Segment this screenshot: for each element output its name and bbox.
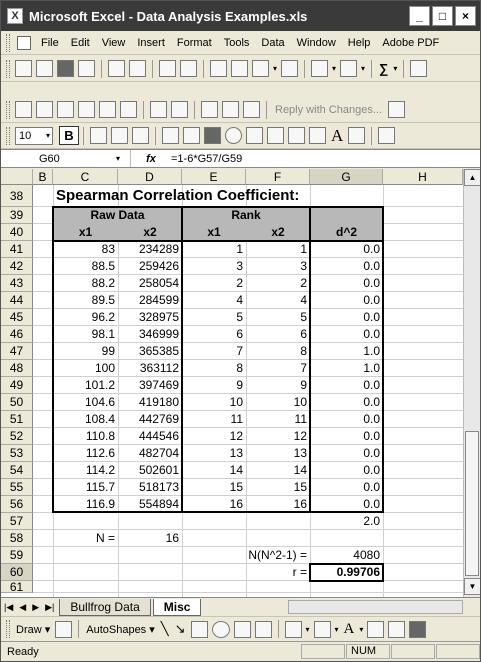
sum-d2-cell[interactable]: 2.0 — [363, 514, 380, 528]
vertical-scrollbar[interactable] — [463, 169, 480, 597]
x2-header[interactable]: x2 — [143, 225, 157, 239]
font-color-icon[interactable]: A — [343, 620, 355, 637]
table-divider — [309, 206, 311, 513]
chevron-down-icon[interactable]: ▾ — [361, 64, 366, 73]
cell-d-squared[interactable]: 0.0 — [363, 327, 380, 341]
cell-x1[interactable]: 110.8 — [85, 429, 115, 443]
cell-x1[interactable]: 104.6 — [84, 395, 115, 409]
row-header[interactable]: 58 — [1, 530, 33, 547]
toolbar-grip[interactable] — [6, 620, 10, 638]
line-style-icon[interactable] — [367, 621, 384, 638]
table-divider — [181, 206, 183, 513]
separator — [152, 60, 153, 78]
fill-color-icon[interactable] — [285, 621, 302, 638]
cell-x1[interactable]: 98.1 — [91, 327, 115, 341]
rank-x1-header[interactable]: x1 — [207, 225, 221, 239]
cell-d-squared[interactable]: 1.0 — [363, 361, 380, 375]
cell-x2[interactable]: 442769 — [138, 412, 179, 426]
cell-rank-x2[interactable]: 12 — [293, 429, 307, 443]
cell-x1[interactable]: 108.4 — [84, 412, 115, 426]
n-value-cell[interactable]: 16 — [165, 531, 179, 545]
row-header[interactable]: 43 — [1, 275, 33, 292]
delete-comment-icon[interactable] — [120, 101, 137, 118]
menu-help[interactable]: Help — [347, 36, 371, 49]
cell-d-squared[interactable]: 0.0 — [363, 293, 380, 307]
show-comment-icon[interactable] — [78, 101, 95, 118]
row-header[interactable]: 50 — [1, 394, 33, 411]
r-label[interactable]: r = — [292, 565, 307, 579]
cell-rank-x2[interactable]: 2 — [300, 276, 307, 290]
separator — [371, 60, 372, 78]
paste-icon[interactable] — [252, 60, 269, 77]
autoshapes-menu-button[interactable]: AutoShapes ▾ — [86, 623, 155, 636]
track-changes-icon[interactable] — [150, 101, 167, 118]
cell-x1[interactable]: 88.2 — [91, 276, 115, 290]
cell-x2[interactable]: 444546 — [138, 429, 179, 443]
gridline — [383, 185, 384, 597]
cell-rank-x2[interactable]: 4 — [300, 293, 307, 307]
chevron-down-icon[interactable]: ▾ — [332, 64, 337, 73]
font-size-value: 10 — [19, 129, 32, 142]
ink-icon[interactable] — [201, 101, 218, 118]
cell-x1[interactable]: 100 — [94, 361, 115, 375]
cell-x1[interactable]: 101.2 — [84, 378, 115, 392]
cell-rank-x2[interactable]: 10 — [293, 395, 307, 409]
drawing-toolbar — [1, 616, 480, 641]
cell-rank-x1[interactable]: 4 — [236, 293, 243, 307]
cell-rank-x1[interactable]: 1 — [236, 242, 243, 256]
row-header[interactable]: 55 — [1, 479, 33, 496]
sheet-tabs-bar — [1, 597, 480, 616]
chart-wizard-icon[interactable] — [410, 60, 427, 77]
chevron-down-icon[interactable]: ▾ — [393, 64, 398, 73]
status-panel — [436, 644, 480, 659]
separator — [278, 620, 279, 638]
save-icon[interactable] — [57, 60, 74, 77]
row-header[interactable]: 42 — [1, 258, 33, 275]
cell-d-squared[interactable]: 0.0 — [363, 310, 380, 324]
cell-rank-x2[interactable]: 5 — [300, 310, 307, 324]
toolbar-grip[interactable] — [6, 127, 10, 145]
separator — [143, 101, 144, 119]
wordart-icon[interactable] — [255, 621, 272, 638]
previous-comment-icon[interactable] — [36, 101, 53, 118]
excel-app-icon[interactable]: X — [7, 8, 23, 24]
next-comment-icon[interactable] — [57, 101, 74, 118]
rank-x2-header[interactable]: x2 — [271, 225, 285, 239]
formatting-toolbar — [1, 123, 480, 149]
column-header-c[interactable]: C — [53, 169, 118, 185]
autosum-icon[interactable]: ∑ — [379, 61, 389, 76]
edit-box-icon[interactable] — [183, 127, 200, 144]
sheet-row — [33, 581, 463, 593]
draw-border-icon[interactable] — [90, 127, 107, 144]
name-box[interactable] — [1, 150, 131, 167]
row-header[interactable]: 39 — [1, 207, 33, 224]
scroll-thumb[interactable] — [465, 431, 479, 576]
toolbar-grip[interactable] — [6, 34, 10, 52]
cell-d-squared[interactable]: 1.0 — [363, 344, 380, 358]
status-text: Ready — [7, 645, 39, 658]
cell-x1[interactable]: 99 — [101, 344, 115, 358]
separator — [304, 60, 305, 78]
row-header[interactable]: 46 — [1, 326, 33, 343]
bold-button[interactable]: B — [59, 126, 79, 145]
form-control-icon[interactable] — [111, 127, 128, 144]
chevron-down-icon[interactable]: ▾ — [115, 154, 120, 163]
cell-rank-x1[interactable]: 12 — [229, 429, 243, 443]
close-button[interactable]: × — [455, 6, 476, 26]
cell-rank-x1[interactable]: 15 — [229, 480, 243, 494]
separator — [266, 101, 267, 119]
cell-x1[interactable]: 115.7 — [85, 480, 115, 494]
button-icon[interactable] — [204, 127, 221, 144]
sheet-title[interactable]: Spearman Correlation Coefficient: — [56, 187, 300, 204]
cell-rank-x1[interactable]: 6 — [236, 327, 243, 341]
document-icon[interactable] — [17, 36, 31, 50]
menu-bar — [1, 31, 480, 55]
num-lock-indicator: NUM — [346, 644, 390, 659]
d-squared-header[interactable]: d^2 — [335, 225, 357, 239]
cell-rank-x1[interactable]: 14 — [229, 463, 243, 477]
cell-rank-x2[interactable]: 7 — [300, 361, 307, 375]
next-sheet-icon[interactable]: ▶ — [32, 601, 40, 612]
row-header[interactable]: 38 — [1, 185, 33, 207]
scroll-down-icon[interactable]: ▼ — [464, 578, 481, 595]
cell-x1[interactable]: 114.2 — [85, 463, 115, 477]
undo-icon[interactable] — [311, 60, 328, 77]
toolbar-options-icon[interactable] — [378, 127, 395, 144]
spelling-icon[interactable] — [159, 60, 176, 77]
option-button-icon[interactable] — [225, 127, 242, 144]
window-title: Microsoft Excel - Data Analysis Examples.xls — [29, 8, 308, 24]
first-sheet-icon[interactable]: |◀ — [4, 601, 14, 612]
cell-d-squared[interactable]: 0.0 — [363, 259, 380, 273]
cell-x1[interactable]: 116.9 — [85, 497, 115, 511]
row-header[interactable]: 52 — [1, 428, 33, 445]
cell-x2[interactable]: 328975 — [138, 310, 179, 324]
cell-rank-x2[interactable]: 1 — [300, 242, 307, 256]
cell-rank-x2[interactable]: 11 — [294, 412, 307, 426]
shadow-icon[interactable] — [388, 621, 405, 638]
cell-d-squared[interactable]: 0.0 — [363, 242, 380, 256]
menu-edit[interactable]: Edit — [70, 36, 90, 49]
cell-d-squared[interactable]: 0.0 — [363, 463, 380, 477]
column-header-e[interactable]: E — [182, 169, 246, 185]
combo-box-icon[interactable] — [267, 127, 284, 144]
row-header[interactable]: 56 — [1, 496, 33, 513]
row-header[interactable]: 61 — [1, 581, 33, 593]
column-header-g[interactable]: G — [310, 169, 383, 185]
row-header[interactable]: 45 — [1, 309, 33, 326]
separator — [101, 60, 102, 78]
cell-x1[interactable]: 89.5 — [91, 293, 115, 307]
cell-x2[interactable]: 365385 — [138, 344, 179, 358]
cut-icon[interactable] — [210, 60, 227, 77]
separator — [194, 101, 195, 119]
font-size-select[interactable] — [15, 127, 53, 145]
cell-x2[interactable]: 346999 — [138, 327, 179, 341]
new-icon[interactable] — [15, 60, 32, 77]
sheet-tab-bullfrog-data[interactable]: Bullfrog Data — [59, 599, 150, 616]
format-painter-icon[interactable] — [281, 60, 298, 77]
row-header[interactable]: 41 — [1, 241, 33, 258]
cell-rank-x1[interactable]: 8 — [236, 361, 243, 375]
toolbar-grip[interactable] — [6, 60, 10, 78]
separator — [371, 127, 372, 145]
formula-input[interactable]: =1-6*G57/G59 — [171, 152, 243, 165]
cell-x2[interactable]: 502601 — [138, 463, 179, 477]
cell-x2[interactable]: 419180 — [138, 395, 179, 409]
cell-d-squared[interactable]: 0.0 — [363, 276, 380, 290]
cell-x1[interactable]: 112.6 — [85, 446, 115, 460]
sheet-row — [33, 513, 463, 530]
nn-value-cell[interactable]: 4080 — [353, 548, 380, 562]
cell-x2[interactable]: 482704 — [138, 446, 179, 460]
row-header[interactable]: 49 — [1, 377, 33, 394]
title-bar — [1, 1, 480, 31]
chevron-down-icon[interactable]: ▾ — [273, 64, 278, 73]
cell-x2[interactable]: 397469 — [138, 378, 179, 392]
cell-x2[interactable]: 518173 — [138, 480, 179, 494]
end-review-icon[interactable] — [388, 101, 405, 118]
row-header[interactable]: 51 — [1, 411, 33, 428]
insert-function-icon[interactable]: fx — [146, 152, 156, 165]
cell-rank-x2[interactable]: 8 — [300, 344, 307, 358]
draw-menu-button[interactable]: Draw ▾ — [16, 623, 51, 636]
menu-adobe-pdf[interactable]: Adobe PDF — [382, 36, 440, 49]
status-bar — [1, 641, 480, 661]
cell-x1[interactable]: 96.2 — [91, 310, 115, 324]
cell-d-squared[interactable]: 0.0 — [363, 497, 380, 511]
row-header[interactable]: 54 — [1, 462, 33, 479]
select-objects-icon[interactable] — [55, 621, 72, 638]
print-icon[interactable] — [108, 60, 125, 77]
prev-sheet-icon[interactable]: ◀ — [19, 601, 27, 612]
checkbox-icon[interactable] — [162, 127, 179, 144]
raw-data-header[interactable]: Raw Data — [90, 208, 145, 222]
row-header[interactable]: 48 — [1, 360, 33, 377]
menu-file[interactable]: File — [41, 36, 59, 49]
chevron-down-icon[interactable]: ▾ — [359, 624, 364, 634]
chevron-down-icon[interactable]: ▾ — [305, 624, 310, 634]
row-header[interactable]: 47 — [1, 343, 33, 360]
toolbar-grip[interactable] — [6, 101, 10, 119]
status-panel — [301, 644, 345, 659]
nn-label[interactable]: N(N^2-1) = — [248, 548, 307, 562]
status-panel — [391, 644, 435, 659]
cell-d-squared[interactable]: 0.0 — [363, 378, 380, 392]
cell-x2[interactable]: 363112 — [139, 361, 179, 375]
cell-x2[interactable]: 259426 — [138, 259, 179, 273]
arrow-icon[interactable]: ↘ — [174, 621, 186, 636]
menu-data[interactable]: Data — [261, 36, 285, 49]
cell-x2[interactable]: 234289 — [138, 242, 179, 256]
show-all-comments-icon[interactable] — [99, 101, 116, 118]
review-icon[interactable] — [243, 101, 260, 118]
line-color-icon[interactable] — [314, 621, 331, 638]
column-header-h[interactable]: H — [383, 169, 463, 185]
cell-d-squared[interactable]: 0.0 — [363, 446, 380, 460]
cell-x2[interactable]: 284599 — [138, 293, 179, 307]
accept-changes-icon[interactable] — [171, 101, 188, 118]
r-value-cell[interactable]: 0.99706 — [336, 565, 380, 579]
oval-icon[interactable] — [212, 621, 230, 638]
cell-x2[interactable]: 554894 — [138, 497, 179, 511]
formula-bar — [1, 149, 480, 168]
cell-d-squared[interactable]: 0.0 — [363, 429, 380, 443]
cell-rank-x2[interactable]: 13 — [293, 446, 307, 460]
cell-rank-x2[interactable]: 14 — [293, 463, 307, 477]
picture-icon[interactable] — [348, 127, 365, 144]
separator — [403, 60, 404, 78]
x1-header[interactable]: x1 — [78, 225, 93, 239]
cell-rank-x1[interactable]: 16 — [229, 497, 243, 511]
cell-rank-x1[interactable]: 13 — [229, 446, 243, 460]
column-header-f[interactable]: F — [246, 169, 310, 185]
row-header[interactable]: 40 — [1, 224, 33, 241]
row-header[interactable]: 59 — [1, 547, 33, 564]
row-header[interactable]: 44 — [1, 292, 33, 309]
rectangle-icon[interactable] — [191, 621, 208, 638]
select-all-corner[interactable] — [1, 169, 33, 185]
reviewing-toolbar — [1, 97, 480, 123]
cell-d-squared[interactable]: 0.0 — [363, 395, 380, 409]
send-icon[interactable] — [222, 101, 239, 118]
cell-rank-x2[interactable]: 6 — [300, 327, 307, 341]
separator — [78, 620, 79, 638]
last-sheet-icon[interactable]: ▶| — [45, 601, 55, 612]
menu-view[interactable]: View — [101, 36, 126, 49]
cell-rank-x1[interactable]: 10 — [229, 395, 243, 409]
cell-d-squared[interactable]: 0.0 — [363, 412, 380, 426]
cell-x2[interactable]: 258054 — [138, 276, 179, 290]
cell-d-squared[interactable]: 0.0 — [363, 480, 380, 494]
cell-rank-x2[interactable]: 9 — [300, 378, 307, 392]
column-header-b[interactable]: B — [33, 169, 53, 185]
row-header[interactable]: 53 — [1, 445, 33, 462]
new-comment-icon[interactable] — [15, 101, 32, 118]
minimize-button[interactable]: _ — [409, 6, 430, 26]
cell-rank-x2[interactable]: 3 — [300, 259, 307, 273]
separator — [155, 127, 156, 145]
horizontal-scrollbar[interactable] — [288, 600, 463, 614]
worksheet-grid[interactable] — [1, 169, 463, 597]
row-header[interactable]: 57 — [1, 513, 33, 530]
n-label[interactable]: N = — [95, 531, 115, 545]
maximize-button[interactable]: □ — [432, 6, 453, 26]
cell-rank-x2[interactable]: 15 — [293, 480, 307, 494]
redo-icon[interactable] — [340, 60, 357, 77]
menu-window[interactable]: Window — [296, 36, 336, 49]
cell-rank-x1[interactable]: 11 — [230, 412, 243, 426]
font-color-icon[interactable]: A — [331, 125, 344, 145]
copy-icon[interactable] — [231, 60, 248, 77]
cell-rank-x1[interactable]: 3 — [236, 259, 243, 273]
list-box-icon[interactable] — [246, 127, 263, 144]
scroll-up-icon[interactable]: ▲ — [464, 169, 481, 186]
rank-header[interactable]: Rank — [231, 208, 261, 222]
header-divider — [52, 240, 384, 242]
3d-icon[interactable] — [409, 621, 426, 638]
chevron-down-icon[interactable]: ▾ — [334, 624, 339, 634]
standard-toolbar — [1, 56, 480, 82]
cell-x1[interactable]: 83 — [101, 242, 115, 256]
research-icon[interactable] — [180, 60, 197, 77]
permission-icon[interactable] — [78, 60, 95, 77]
open-icon[interactable] — [36, 60, 53, 77]
scroll-bar-icon[interactable] — [288, 127, 305, 144]
column-header-d[interactable]: D — [118, 169, 182, 185]
menu-format[interactable]: Format — [176, 36, 212, 49]
name-box-value: G60 — [39, 152, 60, 165]
line-icon[interactable]: ╲ — [160, 621, 169, 636]
sheet-tab-misc[interactable]: Misc — [153, 599, 202, 616]
spinner-icon[interactable] — [309, 127, 326, 144]
cell-rank-x2[interactable]: 16 — [293, 497, 307, 511]
reply-with-changes-button[interactable]: Reply with Changes... — [275, 103, 382, 116]
separator — [203, 60, 204, 78]
cell-rank-x1[interactable]: 7 — [236, 344, 243, 358]
print-preview-icon[interactable] — [129, 60, 146, 77]
cell-rank-x1[interactable]: 2 — [236, 276, 243, 290]
separator — [83, 127, 84, 145]
menu-tools[interactable]: Tools — [223, 36, 250, 49]
cell-rank-x1[interactable]: 9 — [236, 378, 243, 392]
cell-x1[interactable]: 88.5 — [91, 259, 115, 273]
menu-insert[interactable]: Insert — [137, 36, 165, 49]
cell-rank-x1[interactable]: 5 — [236, 310, 243, 324]
chevron-down-icon: ▾ — [45, 131, 50, 140]
row-header[interactable]: 60 — [1, 564, 33, 581]
form-label-icon[interactable] — [132, 127, 149, 144]
text-box-icon[interactable] — [234, 621, 251, 638]
